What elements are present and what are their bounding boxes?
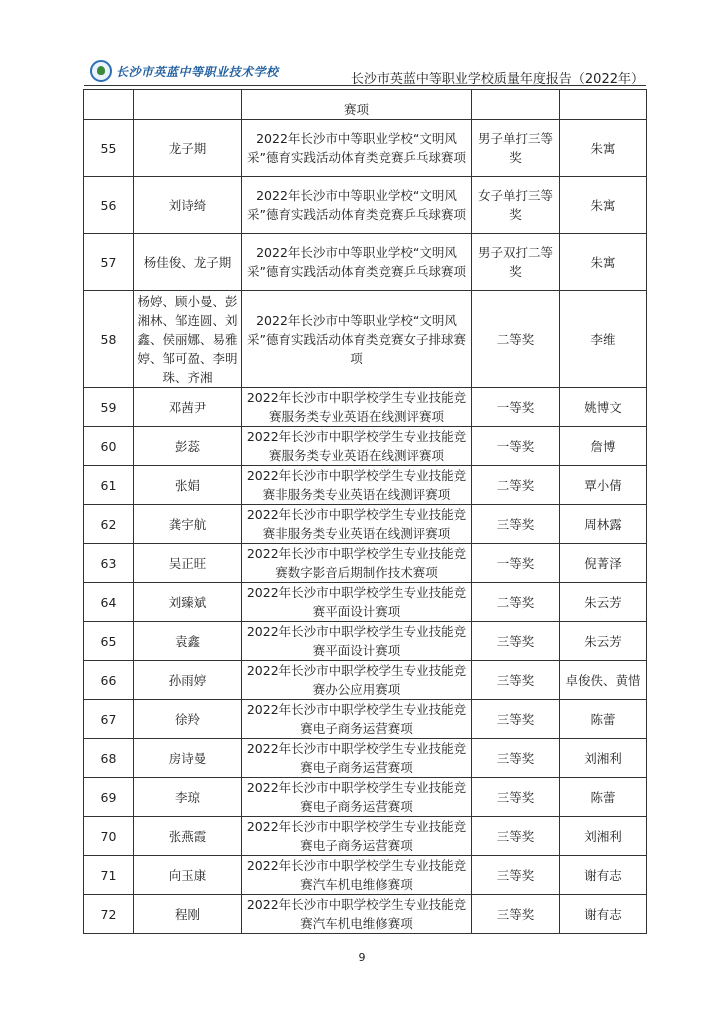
- project-cell: 2022年长沙市中职学校学生专业技能竞赛服务类专业英语在线测评赛项: [242, 388, 472, 427]
- project-cell: 2022年长沙市中等职业学校“文明风采”德育实践活动体育类竞赛乒乓球赛项: [242, 177, 472, 234]
- school-logo: [90, 60, 279, 82]
- table-row: [84, 778, 647, 817]
- project-cell: 2022年长沙市中职学校学生专业技能竞赛平面设计赛项: [242, 583, 472, 622]
- school-emblem-icon: [90, 60, 112, 82]
- no-cell: 72: [84, 895, 134, 934]
- teacher-cell: 倪菁泽: [560, 544, 647, 583]
- no-cell: 70: [84, 817, 134, 856]
- logo-text: 长沙市英蓝中等职业技术学校: [116, 64, 279, 79]
- award-cell: 三等奖: [472, 622, 560, 661]
- page-header: [84, 57, 646, 87]
- project-cell: 2022年长沙市中职学校学生专业技能竞赛平面设计赛项: [242, 622, 472, 661]
- name-cell: 龚宇航: [134, 505, 242, 544]
- project-cell: 2022年长沙市中等职业学校“文明风采”德育实践活动体育类竞赛乒乓球赛项: [242, 234, 472, 291]
- no-cell: 65: [84, 622, 134, 661]
- award-cell: 三等奖: [472, 739, 560, 778]
- page-number: 9: [358, 951, 366, 964]
- award-cell: 二等奖: [472, 466, 560, 505]
- no-cell: 63: [84, 544, 134, 583]
- name-cell: [134, 90, 242, 120]
- name-cell: 张燕霞: [134, 817, 242, 856]
- name-cell: 刘诗绮: [134, 177, 242, 234]
- table-row: [84, 739, 647, 778]
- award-cell: 三等奖: [472, 505, 560, 544]
- report-title: 长沙市英蓝中等职业学校质量年度报告（2022年）: [350, 72, 644, 87]
- no-cell: 58: [84, 291, 134, 388]
- teacher-cell: 卓俊佚、黄惜: [560, 661, 647, 700]
- table-row: [84, 583, 647, 622]
- table-row: [84, 388, 647, 427]
- awards-table: [83, 89, 647, 934]
- name-cell: 程刚: [134, 895, 242, 934]
- teacher-cell: 朱寓: [560, 120, 647, 177]
- name-cell: 张娟: [134, 466, 242, 505]
- table-row: [84, 700, 647, 739]
- award-cell: 一等奖: [472, 544, 560, 583]
- no-cell: 69: [84, 778, 134, 817]
- project-cell: 2022年长沙市中职学校学生专业技能竞赛电子商务运营赛项: [242, 817, 472, 856]
- teacher-cell: 李维: [560, 291, 647, 388]
- award-cell: [472, 90, 560, 120]
- table-row: [84, 544, 647, 583]
- award-cell: 男子单打三等奖: [472, 120, 560, 177]
- teacher-cell: 朱寓: [560, 177, 647, 234]
- teacher-cell: 詹博: [560, 427, 647, 466]
- project-cell: 2022年长沙市中职学校学生专业技能竞赛数字影音后期制作技术赛项: [242, 544, 472, 583]
- table-row: [84, 505, 647, 544]
- name-cell: 吴正旺: [134, 544, 242, 583]
- no-cell: 59: [84, 388, 134, 427]
- table-row: [84, 622, 647, 661]
- name-cell: 向玉康: [134, 856, 242, 895]
- project-cell: 2022年长沙市中等职业学校“文明风采”德育实践活动体育类竞赛乒乓球赛项: [242, 120, 472, 177]
- award-cell: 三等奖: [472, 895, 560, 934]
- award-cell: 一等奖: [472, 427, 560, 466]
- no-cell: 61: [84, 466, 134, 505]
- no-cell: 71: [84, 856, 134, 895]
- project-cell: 2022年长沙市中职学校学生专业技能竞赛服务类专业英语在线测评赛项: [242, 427, 472, 466]
- name-cell: 房诗曼: [134, 739, 242, 778]
- teacher-cell: 朱云芳: [560, 622, 647, 661]
- award-cell: 三等奖: [472, 700, 560, 739]
- project-cell: 2022年长沙市中职学校学生专业技能竞赛非服务类专业英语在线测评赛项: [242, 466, 472, 505]
- table-row: [84, 661, 647, 700]
- teacher-cell: 谢有志: [560, 895, 647, 934]
- award-cell: 三等奖: [472, 856, 560, 895]
- table-row: [84, 427, 647, 466]
- name-cell: 龙子期: [134, 120, 242, 177]
- no-cell: 56: [84, 177, 134, 234]
- teacher-cell: 覃小倩: [560, 466, 647, 505]
- project-cell: 2022年长沙市中职学校学生专业技能竞赛电子商务运营赛项: [242, 700, 472, 739]
- project-cell: 2022年长沙市中职学校学生专业技能竞赛汽车机电维修赛项: [242, 856, 472, 895]
- table-row: [84, 120, 647, 177]
- table-row: [84, 466, 647, 505]
- award-cell: 三等奖: [472, 778, 560, 817]
- no-cell: [84, 90, 134, 120]
- project-cell: 2022年长沙市中职学校学生专业技能竞赛电子商务运营赛项: [242, 739, 472, 778]
- table-row: [84, 291, 647, 388]
- award-cell: 一等奖: [472, 388, 560, 427]
- no-cell: 66: [84, 661, 134, 700]
- project-cell: 2022年长沙市中等职业学校“文明风采”德育实践活动体育类竞赛女子排球赛项: [242, 291, 472, 388]
- no-cell: 55: [84, 120, 134, 177]
- teacher-cell: [560, 90, 647, 120]
- award-cell: 二等奖: [472, 291, 560, 388]
- award-cell: 三等奖: [472, 817, 560, 856]
- project-cell: 2022年长沙市中职学校学生专业技能竞赛办公应用赛项: [242, 661, 472, 700]
- teacher-cell: 刘湘利: [560, 817, 647, 856]
- project-cell: 2022年长沙市中职学校学生专业技能竞赛非服务类专业英语在线测评赛项: [242, 505, 472, 544]
- name-cell: 孙雨婷: [134, 661, 242, 700]
- teacher-cell: 谢有志: [560, 856, 647, 895]
- name-cell: 袁鑫: [134, 622, 242, 661]
- award-cell: 男子双打二等奖: [472, 234, 560, 291]
- name-cell: 邓茜尹: [134, 388, 242, 427]
- name-cell: 杨婷、顾小曼、彭湘林、邹连圆、刘鑫、侯丽娜、易雅婷、邹可盈、李明珠、齐湘: [134, 291, 242, 388]
- teacher-cell: 陈蕾: [560, 778, 647, 817]
- project-cell: 2022年长沙市中职学校学生专业技能竞赛汽车机电维修赛项: [242, 895, 472, 934]
- teacher-cell: 朱寓: [560, 234, 647, 291]
- teacher-cell: 朱云芳: [560, 583, 647, 622]
- no-cell: 67: [84, 700, 134, 739]
- no-cell: 68: [84, 739, 134, 778]
- table-row: [84, 856, 647, 895]
- award-cell: 女子单打三等奖: [472, 177, 560, 234]
- header-divider: [84, 85, 646, 86]
- teacher-cell: 陈蕾: [560, 700, 647, 739]
- award-cell: 三等奖: [472, 661, 560, 700]
- award-cell: 二等奖: [472, 583, 560, 622]
- table-row-continuation: [84, 90, 647, 120]
- teacher-cell: 周林露: [560, 505, 647, 544]
- table-row: [84, 177, 647, 234]
- name-cell: 徐羚: [134, 700, 242, 739]
- project-cell: 2022年长沙市中职学校学生专业技能竞赛电子商务运营赛项: [242, 778, 472, 817]
- no-cell: 60: [84, 427, 134, 466]
- name-cell: 刘臻斌: [134, 583, 242, 622]
- no-cell: 62: [84, 505, 134, 544]
- name-cell: 彭蕊: [134, 427, 242, 466]
- teacher-cell: 姚博文: [560, 388, 647, 427]
- name-cell: 李琼: [134, 778, 242, 817]
- project-cell: 赛项: [242, 90, 472, 120]
- no-cell: 57: [84, 234, 134, 291]
- table-row: [84, 895, 647, 934]
- table-row: [84, 817, 647, 856]
- name-cell: 杨佳俊、龙子期: [134, 234, 242, 291]
- teacher-cell: 刘湘利: [560, 739, 647, 778]
- table-row: [84, 234, 647, 291]
- no-cell: 64: [84, 583, 134, 622]
